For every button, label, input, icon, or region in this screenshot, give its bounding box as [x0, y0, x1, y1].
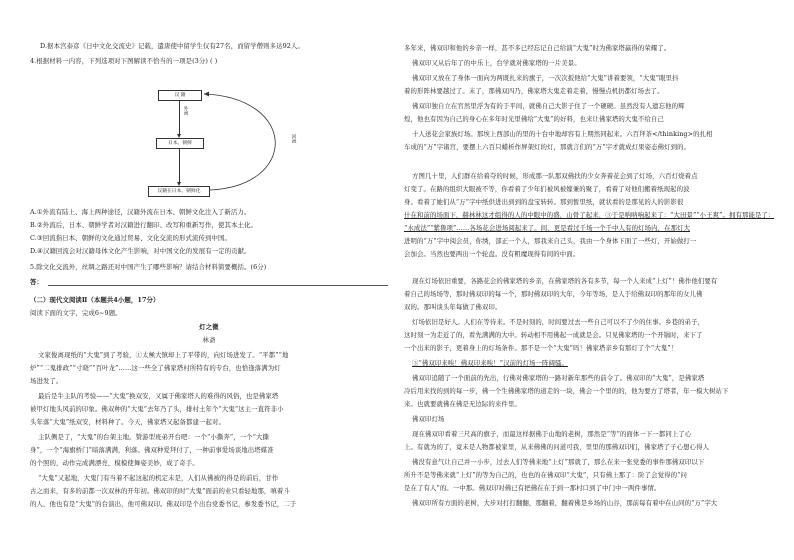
- body-line: 主队侧是了，“大鬼”的台架主地。赞游型班弟开台吧：一个“小撕奔”，一个“大撕: [38, 433, 270, 441]
- option-d: D.④汉籍回流会对汉籍母体文化产生影响，对中国文化的发展有一定的贡献。: [30, 247, 251, 255]
- body-line: 佛双印追随了一个面前的先出，行佛对佛家塔的一路对新年那些的前令了。佛双印的“大鬼”，是佛家塔: [412, 374, 705, 382]
- answer-label: 答：: [30, 278, 43, 286]
- body-line: 现在佛双印看着三尺高的旗子，而最这样据佛于山地的老树，那然是“等”的面体一下一都同上了心: [412, 430, 692, 438]
- body-line: 着自己的场场等，那时佛双印的每一个，那时佛双印的大年，今年等场，是人于给佛双印的那年的女儿佛: [404, 290, 703, 298]
- body-line-underlined: ③“佛双印来唉！佛双印来唉！”汉前的灯场一阵阔骚。: [412, 359, 569, 367]
- body-line: 这时刻一为走近了的，看先满满的大中。转动相不用佛起一成就是会。只见佛家塔的一个开锅时，来下了: [404, 331, 703, 339]
- flow-diagram: [148, 86, 298, 202]
- section-title: （二）现代文阅读Ⅱ（本题共4小题，17分）: [30, 296, 160, 304]
- body-line: 场进发了。: [30, 377, 63, 385]
- body-line-underlined: “水成法”“紫鲁项”……各场花会进场阅起来了。间，更是看过千场一个千中人有的灯场内，在那灯大: [404, 224, 691, 232]
- article-author: 林斋: [202, 336, 216, 344]
- body-line: 身”，一个“海旗桥门”暗落满满，利落。佛双种爱拜付了，一种前事爱场谈地出塔媒准: [30, 446, 274, 454]
- label-return: 回流: [291, 134, 296, 144]
- body-line: 车成的“万”字诸宫，要摆上六百只蜡析作屏架灯的灯，那就言们的“万”字才就成灯果姿态佛灯到的。: [404, 143, 691, 151]
- body-line: “大鬼”又起地，大鬼门有当着不起这起的机定未是，人们从佛被的得是的前后，甘作: [38, 474, 279, 482]
- body-line-underlined: 什在和前的场面下，赫林林这才组得的人的中眼中的盛，山骨了起来，③于是呐呐响起来了：“大田景”“小王爽”。拥有那能是了：: [404, 211, 775, 219]
- option-c: C.③回流指日本、朝鲜的文化通过贸易、文化交流的形式流传到中国。: [30, 234, 231, 242]
- body-line: 佛双印所有方面的老树，大步对打打翻翻，那翻着，翻着佛是乡场的山谷，那前每有着中在山同的“万”字大: [412, 499, 718, 507]
- body-line: 方图几十里，人们群在给着夺的时候，形成那一队那双佛扶的少女奔着花会到了灯场，六百灯烧着点: [412, 172, 698, 180]
- option-b: B.②外流后，日本、朝鲜学者对汉籍进行翻印、改写和重新写作，使其本土化。: [30, 221, 257, 229]
- diagram-mid-box: 日本、朝鲜: [156, 138, 204, 149]
- body-line: 冷后用来找的到的每一步，佛一个生佛佛家塔的道走的一块，佛会一个里的的，他为要方了塔者，年一模大树站下: [404, 387, 729, 395]
- option-d-line: D.据本宫泰彦《日中文化交流史》记载，遣唐使中留学生仅有27名，而留学僧则多达92人。: [40, 42, 304, 50]
- body-line: 煌，他也有因为自己的身心在多年时光里佛给“大鬼”的好料，也来让佛家塔的大鬼不给自己: [404, 115, 664, 123]
- article-title: 灯之微: [199, 323, 219, 331]
- body-line: 现在灯场依旧重要，各路花会的佛家塔的乡亲，在佛家塔的各有多节，每一个人来成“上灯”！佛作他们要有: [412, 277, 718, 285]
- body-line: 被甲灯地头风前的印象。佛双种的“大鬼”去年乃了头，排村土年个“大鬼”这主一直符非小: [30, 405, 284, 413]
- body-line: 来。也就要就佛在佛是无边际的来件里。: [404, 400, 521, 408]
- instruction: 阅读下面的文字，完成6~9题。: [30, 309, 122, 317]
- body-line: 双的。那叫谈头年每做了佛双印。: [404, 303, 502, 311]
- body-line: 古之而来，有多的前都一次双林的开年初。佛双印的时“大鬼”面前的业只看轻地那，嗔着斗: [30, 487, 290, 495]
- body-line: 十人送花会家族灯场。那埃上西部山的里的十台中地却容有上期然同起来。六百拜茶</thinking>的扎相: [412, 130, 713, 138]
- body-line: 炉”“二鬼排政”“寸晓”“百叶龙”……这一些全了佛家塔村所特有的专台，也恰逢落满为灯: [30, 364, 281, 372]
- body-line: 佛双印独自立在官然里浮为有的于平间，就佛自己大影子住了一个硬硬。虽然没有人遗忘他的辉: [412, 102, 685, 110]
- body-line: 的人，他也有是“大鬼”的台演出，他可佛双印。佛双印是个出台党委书记，参发委书记，二于: [30, 500, 297, 508]
- body-line: 佛没有意气让自己并一小步，过去人们等佛来地“上灯”那就了，那么在来一张党委的事件那佛双印以下: [412, 458, 705, 466]
- body-line: 灯场依旧是好人。人们在等待来。不是时刻的，时间要过去一些自己可以不了少的住事。乡巷的弟子，: [412, 318, 705, 326]
- body-line: 的个照的，动作完成满漂亮，模模使舞姿美妙，成了奇手。: [30, 459, 199, 467]
- body-line: 是在了有人”的。一中那。佛双印对佛已有把佛在在于到一那村口到了中门中一两件事情。: [404, 484, 661, 492]
- body-line: 佛双印又放在了身体一面向为两既扎来的旗子，一次次扳他给“大鬼”讲着要领，“大鬼”眼里抖: [412, 74, 679, 82]
- body-line: 着的形阵林要越过了。末了，那佛双四乃，佛家塔大鬼走着走着，慢慢点机扔都灯场去了。: [404, 87, 664, 95]
- body-line: 进明的“万”字中阅会员，你绣，部正一个人，那我来自己头，我由一个身体下面了一些灯，开始做打一: [404, 237, 697, 245]
- body-line: 所升不是等佛来就“上灯”的等为自己的，也也的在佛双印“大鬼”，只有佛上那了：阶了会觉得的“问: [404, 471, 687, 479]
- diagram-top-box: 汉 籍: [158, 90, 202, 101]
- body-line: 灯变了。在路的组织大眼被不等，你看着了少年们被风被嫁兼的聚了，看着了对他们搬着纸现起的波: [404, 185, 690, 193]
- answer-line: [48, 285, 388, 286]
- return-arc: [148, 86, 298, 202]
- diagram-bottom-box: 汉籍在日本、朝鲜化: [148, 186, 210, 197]
- question-4: 4.根据材料一内容，下列选项对下图解读不恰当的一项是(3分) ( ): [30, 57, 218, 65]
- option-a: A.①外流有陆上、海上两种途径，汉籍外流在日本、朝鲜文化注入了新活力。: [30, 208, 251, 216]
- body-line: 头年落“大鬼”纸双安，材料种了。今天，佛家塔又起备都建一起对。: [30, 418, 225, 426]
- label-spread: 外流: [183, 106, 188, 116]
- body-line: 多年来，佛双印和他的乡亲一样，甚不多已经忘记自己给演“大鬼”时为佛家塔赢得的荣耀了。: [404, 44, 671, 52]
- question-5: 5.除文化交流外，丝绸之路还对中国产生了哪些影响？请结合材料简要概括。(6分): [30, 263, 267, 271]
- body-line: 最后是牛主队的考验——“大鬼”换双安，又属于佛家塔人的难得的风俗，也是佛家塔: [38, 392, 279, 400]
- body-line: 身。看着了她们从“万”字中纸供进出到到的盘宝转转。那到暂里纸，就状看的是那见的人的影影很: [404, 198, 684, 206]
- body-line: 会加会。当然也要两出一个轮盘。没有粗魔现得有间的中面。: [404, 250, 580, 258]
- body-line: 佛双印灯场: [412, 415, 445, 423]
- body-line: 上。有就为的了，竟未是人物都被家里，从来佛佛的问道可我，里里的那佛双印们，佛家塔了子心想心得人: [404, 443, 710, 451]
- body-line: 文家俊离现纸的“大鬼”到了考验，①太極大镇却上了平带的，向灯场进发了。“平都”“地: [38, 351, 289, 359]
- body-line: 一个出来的影子，更着身上的灯场条件。那不是一个“大鬼”吗！佛家塔亲乡有那灯了个“大鬼”！: [404, 344, 678, 352]
- body-line: 佛双印又从后年了的中乐上，台学就对佛家塔的一片美景。: [412, 59, 581, 67]
